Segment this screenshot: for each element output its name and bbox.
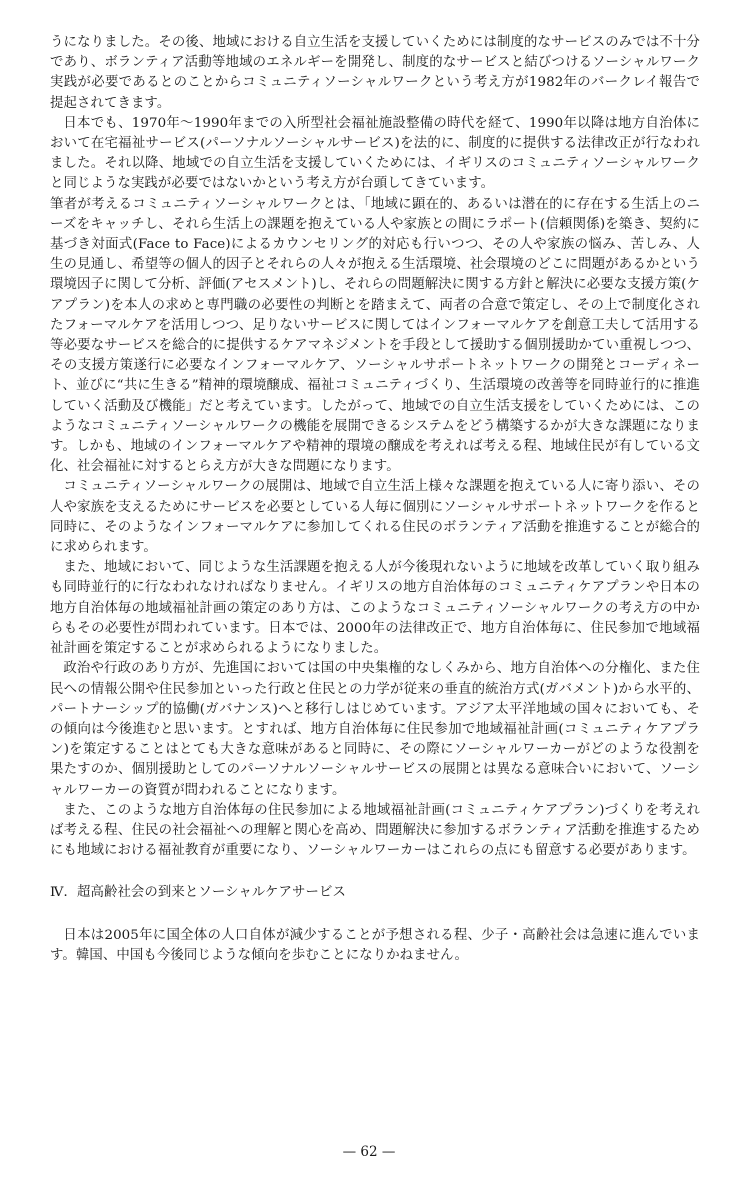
section-paragraph: 日本は2005年に国全体の人口自体が減少することが予想される程、少子・高齢社会は急速に進んでいます。韓国、中国も今後同じような傾向を歩むことになりかねません。 — [50, 927, 700, 963]
paragraph-5: また、地域において、同じような生活課題を抱える人が今後現れないように地域を改革していく取り組みも同時並行的に行なわれなければなりません。イギリスの地方自治体毎のコミュニティケアプランや日本の地方自治体毎の地域福祉計画の策定のあり方は、このようなコミュニティソーシャルワークの考え方の中からもその必要性が問われています。日本では、2000年の法律改正で、地方自治体毎に、住民参加で地域福祉計画を策定することが求められるようになりました。 — [50, 560, 700, 657]
page-body — [50, 33, 700, 966]
paragraph-6: 政治や行政のあり方が、先進国においては国の中央集権的なしくみから、地方自治体への分権化、また住民への情報公開や住民参加といった行政と住民との力学が従来の垂直的統治方式(ガバメント)から水平的、パートナーシップ的協働(ガバナンス)へと移行しはじめています。アジア太平洋地域の国々においても、その傾向は今後進むと思います。とすれば、地方自治体毎に住民参加で地域福祉計画(コミュニティケアプラン)を策定することはとても大きな意味があると同時に、その際にソーシャルワーカーがどのような役割を果たすのか、個別援助としてのパーソナルソーシャルサービスの展開とは異なる意味合いにおいて、ソーシャルワーカーの資質が問われることになります。 — [50, 661, 700, 798]
paragraph-2: 日本でも、1970年〜1990年までの入所型社会福祉施設整備の時代を経て、1990年以降は地方自治体において在宅福祉サービス(パーソナルソーシャルサービス)を法的に、制度的に提供する法律改正が行なわれました。それ以降、地域での自立生活を支援していくためには、イギリスのコミュニティソーシャルワークと同じような実践が必要ではないかという考え方が台頭してきています。 — [50, 115, 700, 192]
section-gap — [50, 904, 700, 926]
paragraph-4: コミュニティソーシャルワークの展開は、地域で自立生活上様々な課題を抱えている人に寄り添い、その人や家族を支えるためにサービスを必要としている人毎に個別にソーシャルサポートネットワークを作ると同時に、そのようなインフォーマルケアに参加してくれる住民のボランティア活動を推進することが総合的に求められます。 — [50, 479, 700, 556]
page-number: — 62 — — [342, 1144, 396, 1160]
section-heading: Ⅳ．超高齢社会の到来とソーシャルケアサービス — [50, 885, 346, 901]
paragraph-7: また、このような地方自治体毎の住民参加による地域福祉計画(コミュニティケアプラン)づくりを考えれば考える程、住民の社会福祉への理解と関心を高め、問題解決に参加するボランティア活動を推進するためにも地域における福祉教育が重要になり、ソーシャルワーカーはこれらの点にも留意する必要があります。 — [50, 802, 700, 859]
paragraph-3: 筆者が考えるコミュニティソーシャルワークとは、「地域に顕在的、あるいは潜在的に存在する生活上のニーズをキャッチし、それら生活上の課題を抱えている人や家族との間にラポート(信頼関係)を築き、契約に基づき対面式(Face to Face)によるカウンセリング的対応も行いつつ、その人や家族の悩み、苦しみ、人生の見通し、希望等の個人的因子とそれらの人々が抱える生活環境、社会環境のどこに問題があるかという環境因子に関して分析、評価(アセスメント)し、それらの問題解決に関する方針と解決に必要な支援方策(ケアプラン)を本人の求めと専門職の必要性の判断とを踏まえて、両者の合意で策定し、その上で制度化されたフォーマルケアを活用しつつ、足りないサービスに関してはインフォーマルケアを創意工夫して活用する等必要なサービスを総合的に提供するケアマネジメントを手段として援助する個別援助かてい重視しつつ、その支援方策遂行に必要なインフォーマルケア、ソーシャルサポートネットワークの開発とコーディネート、並びに“共に生きる”精神的環境醸成、福祉コミュニティづくり、生活環境の改善等を同時並行的に推進していく活動及び機能」だと考えています。したがって、地域での自立生活支援をしていくためには、このようなコミュニティソーシャルワークの機能を展開できるシステムをどう構築するかが大きな課題になります。しかも、地域のインフォーマルケアや精神的環境の醸成を考えれば考える程、地域住民が有している文化、社会福祉に対するとらえ方が大きな問題になります。 — [50, 196, 700, 475]
paragraph-1: うになりました。その後、地域における自立生活を支援していくためには制度的なサービスのみでは不十分であり、ボランティア活動等地域のエネルギーを開発し、制度的なサービスと結びつけるソーシャルワーク実践が必要であるとのことからコミュニティソーシャルワークという考え方が1982年のバークレイ報告で提起されてきます。 — [50, 35, 700, 111]
